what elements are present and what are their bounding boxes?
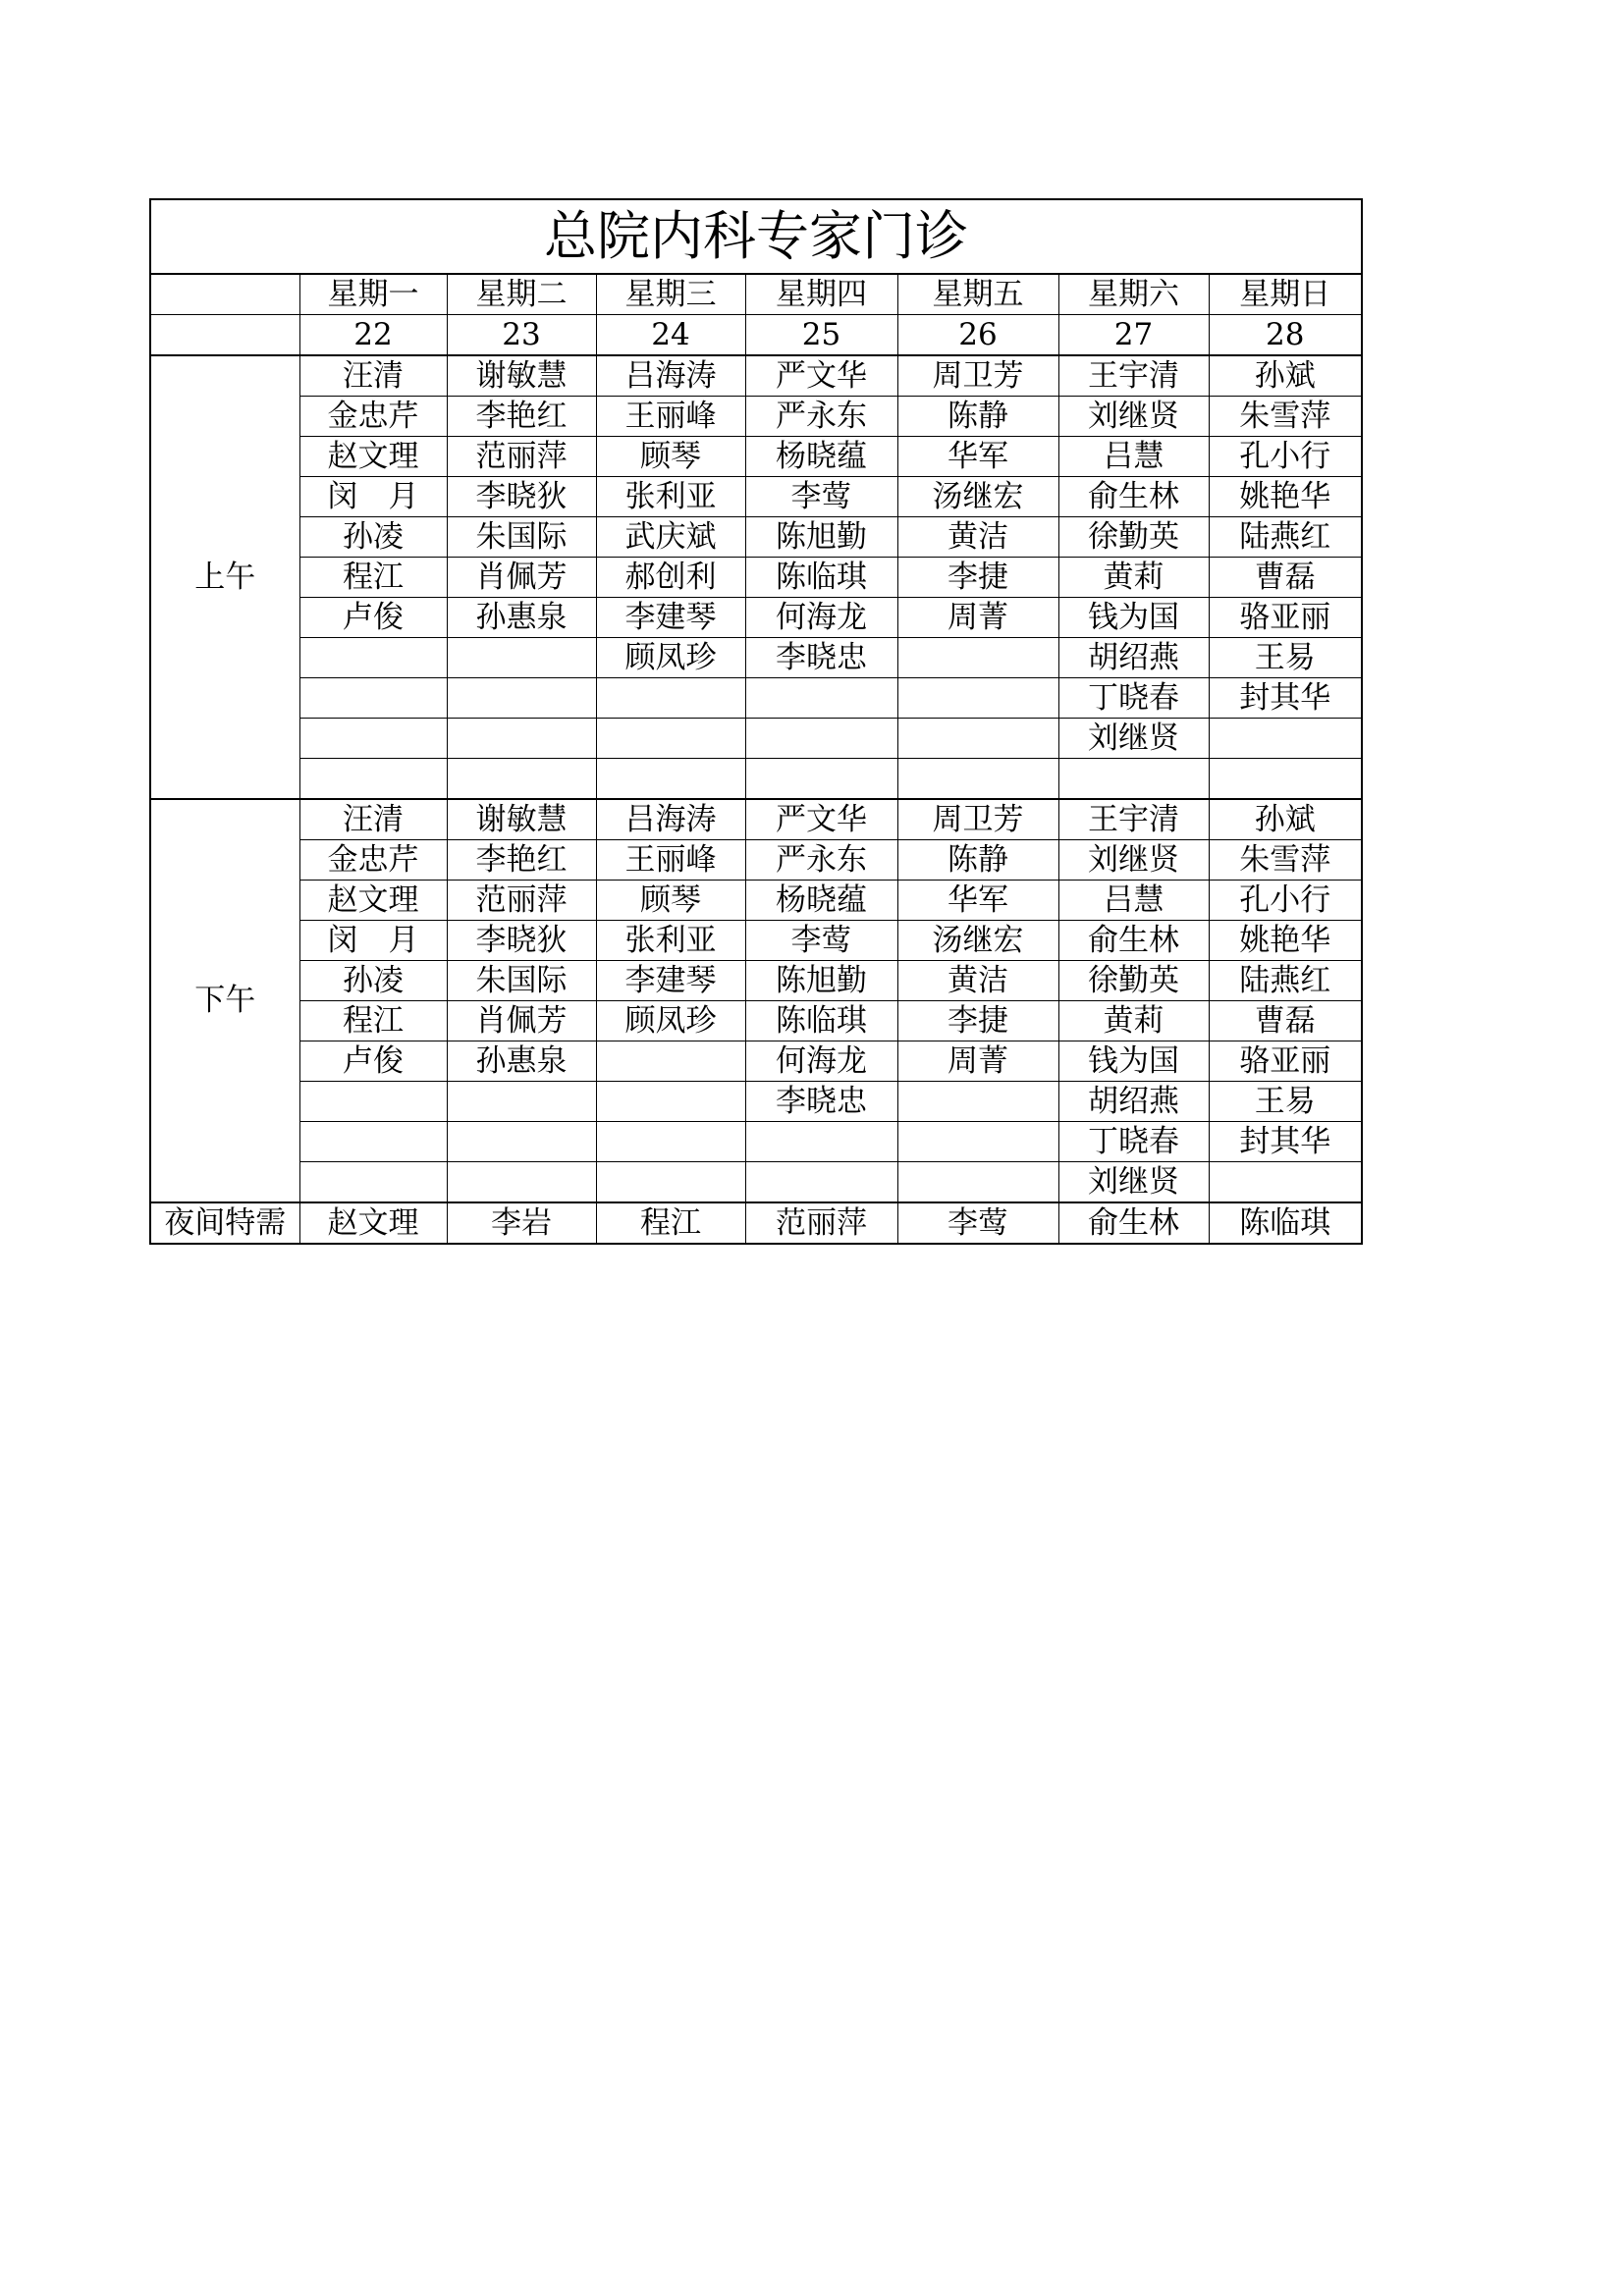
morning-label: 上午: [150, 355, 299, 799]
doctor-cell: 金忠芹: [299, 840, 447, 881]
doctor-cell: [299, 1162, 447, 1203]
doctor-cell: 李艳红: [447, 840, 596, 881]
doctor-cell: 严永东: [745, 397, 897, 437]
schedule-row: [150, 799, 1362, 840]
doctor-cell: 孔小行: [1209, 437, 1362, 477]
doctor-cell: 闵 月: [299, 477, 447, 517]
doctor-cell: 孙惠泉: [447, 1041, 596, 1082]
doctor-cell: 胡绍燕: [1058, 638, 1209, 678]
doctor-cell: 刘继贤: [1058, 397, 1209, 437]
doctor-cell: 徐勤英: [1058, 517, 1209, 558]
doctor-cell: 顾琴: [596, 437, 745, 477]
doctor-cell: 俞生林: [1058, 477, 1209, 517]
schedule-row: [150, 678, 1362, 719]
schedule-row: [150, 517, 1362, 558]
doctor-cell: 杨晓蕴: [745, 881, 897, 921]
night-doctor-cell: 范丽萍: [745, 1202, 897, 1244]
doctor-cell: [897, 1082, 1058, 1122]
doctor-cell: 严永东: [745, 840, 897, 881]
doctor-cell: 骆亚丽: [1209, 1041, 1362, 1082]
doctor-cell: 俞生林: [1058, 921, 1209, 961]
schedule-row: [150, 921, 1362, 961]
doctor-cell: 朱国际: [447, 961, 596, 1001]
doctor-cell: 顾琴: [596, 881, 745, 921]
date-header-row: [150, 315, 1362, 356]
doctor-cell: 黄莉: [1058, 1001, 1209, 1041]
doctor-cell: [447, 678, 596, 719]
doctor-cell: 刘继贤: [1058, 1162, 1209, 1203]
doctor-cell: 封其华: [1209, 678, 1362, 719]
doctor-cell: 周菁: [897, 598, 1058, 638]
doctor-cell: 王丽峰: [596, 397, 745, 437]
schedule-row: [150, 840, 1362, 881]
doctor-cell: [745, 1122, 897, 1162]
doctor-cell: 李捷: [897, 558, 1058, 598]
schedule-row: [150, 1082, 1362, 1122]
doctor-cell: 卢俊: [299, 1041, 447, 1082]
doctor-cell: 陈旭勤: [745, 961, 897, 1001]
doctor-cell: 李艳红: [447, 397, 596, 437]
doctor-cell: [447, 759, 596, 800]
doctor-cell: 丁晓春: [1058, 1122, 1209, 1162]
doctor-cell: [447, 719, 596, 759]
doctor-cell: 武庆斌: [596, 517, 745, 558]
doctor-cell: 汪清: [299, 799, 447, 840]
weekday-header: 星期五: [897, 274, 1058, 315]
night-doctor-cell: 陈临琪: [1209, 1202, 1362, 1244]
doctor-cell: 华军: [897, 881, 1058, 921]
weekday-header: 星期日: [1209, 274, 1362, 315]
schedule-row: [150, 355, 1362, 397]
schedule-row: [150, 477, 1362, 517]
doctor-cell: 李晓忠: [745, 1082, 897, 1122]
doctor-cell: 金忠芹: [299, 397, 447, 437]
doctor-cell: 谢敏慧: [447, 355, 596, 397]
schedule-row: [150, 1162, 1362, 1203]
schedule-row: [150, 558, 1362, 598]
date-header: 28: [1209, 315, 1362, 356]
doctor-cell: 李莺: [745, 921, 897, 961]
corner-cell: [150, 315, 299, 356]
doctor-cell: 吕海涛: [596, 799, 745, 840]
doctor-cell: 卢俊: [299, 598, 447, 638]
doctor-cell: 黄洁: [897, 961, 1058, 1001]
doctor-cell: 李晓忠: [745, 638, 897, 678]
doctor-cell: 周卫芳: [897, 355, 1058, 397]
date-header: 22: [299, 315, 447, 356]
doctor-cell: [1209, 719, 1362, 759]
weekday-header-row: [150, 274, 1362, 315]
doctor-cell: [745, 678, 897, 719]
doctor-cell: 陈旭勤: [745, 517, 897, 558]
night-doctor-cell: 程江: [596, 1202, 745, 1244]
weekday-header: 星期六: [1058, 274, 1209, 315]
doctor-cell: 曹磊: [1209, 558, 1362, 598]
schedule-row: [150, 1001, 1362, 1041]
doctor-cell: 孙斌: [1209, 799, 1362, 840]
schedule-row: [150, 598, 1362, 638]
schedule-row: [150, 759, 1362, 800]
doctor-cell: 徐勤英: [1058, 961, 1209, 1001]
doctor-cell: 张利亚: [596, 921, 745, 961]
date-header: 23: [447, 315, 596, 356]
doctor-cell: 肖佩芳: [447, 1001, 596, 1041]
date-header: 25: [745, 315, 897, 356]
doctor-cell: 杨晓蕴: [745, 437, 897, 477]
doctor-cell: 封其华: [1209, 1122, 1362, 1162]
doctor-cell: 李建琴: [596, 598, 745, 638]
page-title: 总院内科专家门诊: [150, 199, 1362, 274]
doctor-cell: [447, 1082, 596, 1122]
weekday-header: 星期四: [745, 274, 897, 315]
doctor-cell: 王易: [1209, 1082, 1362, 1122]
schedule-row: [150, 1122, 1362, 1162]
doctor-cell: [1209, 1162, 1362, 1203]
doctor-cell: [745, 719, 897, 759]
doctor-cell: 吕慧: [1058, 437, 1209, 477]
doctor-cell: [596, 1041, 745, 1082]
doctor-cell: 李晓狄: [447, 477, 596, 517]
doctor-cell: [897, 719, 1058, 759]
doctor-cell: 王宇清: [1058, 799, 1209, 840]
doctor-cell: 何海龙: [745, 598, 897, 638]
doctor-cell: [596, 678, 745, 719]
doctor-cell: 朱雪萍: [1209, 840, 1362, 881]
doctor-cell: 郝创利: [596, 558, 745, 598]
doctor-cell: 周菁: [897, 1041, 1058, 1082]
night-duty-row: [150, 1202, 1362, 1244]
doctor-cell: 顾凤珍: [596, 638, 745, 678]
doctor-cell: [447, 1122, 596, 1162]
doctor-cell: 刘继贤: [1058, 719, 1209, 759]
doctor-cell: [596, 719, 745, 759]
night-doctor-cell: 李莺: [897, 1202, 1058, 1244]
doctor-cell: 黄莉: [1058, 558, 1209, 598]
doctor-cell: 何海龙: [745, 1041, 897, 1082]
doctor-cell: 程江: [299, 558, 447, 598]
doctor-cell: [1058, 759, 1209, 800]
doctor-cell: 严文华: [745, 355, 897, 397]
doctor-cell: 孙凌: [299, 517, 447, 558]
schedule-row: [150, 881, 1362, 921]
weekday-header: 星期二: [447, 274, 596, 315]
doctor-cell: 汤继宏: [897, 477, 1058, 517]
doctor-cell: 严文华: [745, 799, 897, 840]
doctor-cell: 范丽萍: [447, 437, 596, 477]
doctor-cell: [299, 1122, 447, 1162]
afternoon-label: 下午: [150, 799, 299, 1202]
doctor-cell: 李晓狄: [447, 921, 596, 961]
doctor-cell: 肖佩芳: [447, 558, 596, 598]
doctor-cell: [596, 1122, 745, 1162]
schedule-table: [149, 198, 1363, 1245]
doctor-cell: 谢敏慧: [447, 799, 596, 840]
weekday-header: 星期三: [596, 274, 745, 315]
doctor-cell: 姚艳华: [1209, 921, 1362, 961]
doctor-cell: [299, 1082, 447, 1122]
doctor-cell: 孙凌: [299, 961, 447, 1001]
doctor-cell: [299, 759, 447, 800]
schedule-row: [150, 437, 1362, 477]
date-header: 26: [897, 315, 1058, 356]
doctor-cell: [299, 638, 447, 678]
night-doctor-cell: 俞生林: [1058, 1202, 1209, 1244]
doctor-cell: [596, 1082, 745, 1122]
doctor-cell: 周卫芳: [897, 799, 1058, 840]
schedule-row: [150, 638, 1362, 678]
date-header: 27: [1058, 315, 1209, 356]
doctor-cell: 闵 月: [299, 921, 447, 961]
doctor-cell: 骆亚丽: [1209, 598, 1362, 638]
doctor-cell: [596, 759, 745, 800]
doctor-cell: 赵文理: [299, 881, 447, 921]
doctor-cell: 朱国际: [447, 517, 596, 558]
doctor-cell: 王宇清: [1058, 355, 1209, 397]
doctor-cell: 李莺: [745, 477, 897, 517]
corner-cell: [150, 274, 299, 315]
doctor-cell: 华军: [897, 437, 1058, 477]
weekday-header: 星期一: [299, 274, 447, 315]
doctor-cell: 顾凤珍: [596, 1001, 745, 1041]
doctor-cell: [299, 719, 447, 759]
doctor-cell: [897, 678, 1058, 719]
doctor-cell: [447, 1162, 596, 1203]
doctor-cell: 刘继贤: [1058, 840, 1209, 881]
doctor-cell: 朱雪萍: [1209, 397, 1362, 437]
doctor-cell: 汪清: [299, 355, 447, 397]
doctor-cell: [745, 759, 897, 800]
doctor-cell: [897, 1162, 1058, 1203]
doctor-cell: [897, 1122, 1058, 1162]
schedule-row: [150, 397, 1362, 437]
night-label: 夜间特需: [150, 1202, 299, 1244]
doctor-cell: 陆燕红: [1209, 517, 1362, 558]
schedule-row: [150, 961, 1362, 1001]
schedule-row: [150, 1041, 1362, 1082]
date-header: 24: [596, 315, 745, 356]
doctor-cell: 钱为国: [1058, 1041, 1209, 1082]
doctor-cell: [299, 678, 447, 719]
schedule-row: [150, 719, 1362, 759]
doctor-cell: 张利亚: [596, 477, 745, 517]
doctor-cell: 李捷: [897, 1001, 1058, 1041]
doctor-cell: 陈临琪: [745, 558, 897, 598]
doctor-cell: 赵文理: [299, 437, 447, 477]
doctor-cell: 程江: [299, 1001, 447, 1041]
doctor-cell: 吕海涛: [596, 355, 745, 397]
doctor-cell: 钱为国: [1058, 598, 1209, 638]
doctor-cell: 陆燕红: [1209, 961, 1362, 1001]
doctor-cell: 丁晓春: [1058, 678, 1209, 719]
doctor-cell: 李建琴: [596, 961, 745, 1001]
doctor-cell: [745, 1162, 897, 1203]
doctor-cell: 吕慧: [1058, 881, 1209, 921]
doctor-cell: 孙惠泉: [447, 598, 596, 638]
doctor-cell: 姚艳华: [1209, 477, 1362, 517]
doctor-cell: 范丽萍: [447, 881, 596, 921]
doctor-cell: 王易: [1209, 638, 1362, 678]
doctor-cell: [1209, 759, 1362, 800]
doctor-cell: 陈静: [897, 840, 1058, 881]
doctor-cell: 黄洁: [897, 517, 1058, 558]
doctor-cell: [447, 638, 596, 678]
doctor-cell: [897, 638, 1058, 678]
doctor-cell: 汤继宏: [897, 921, 1058, 961]
doctor-cell: [596, 1162, 745, 1203]
doctor-cell: 孙斌: [1209, 355, 1362, 397]
doctor-cell: 曹磊: [1209, 1001, 1362, 1041]
doctor-cell: 陈静: [897, 397, 1058, 437]
doctor-cell: 孔小行: [1209, 881, 1362, 921]
doctor-cell: 胡绍燕: [1058, 1082, 1209, 1122]
doctor-cell: 王丽峰: [596, 840, 745, 881]
night-doctor-cell: 李岩: [447, 1202, 596, 1244]
doctor-cell: 陈临琪: [745, 1001, 897, 1041]
night-doctor-cell: 赵文理: [299, 1202, 447, 1244]
doctor-cell: [897, 759, 1058, 800]
